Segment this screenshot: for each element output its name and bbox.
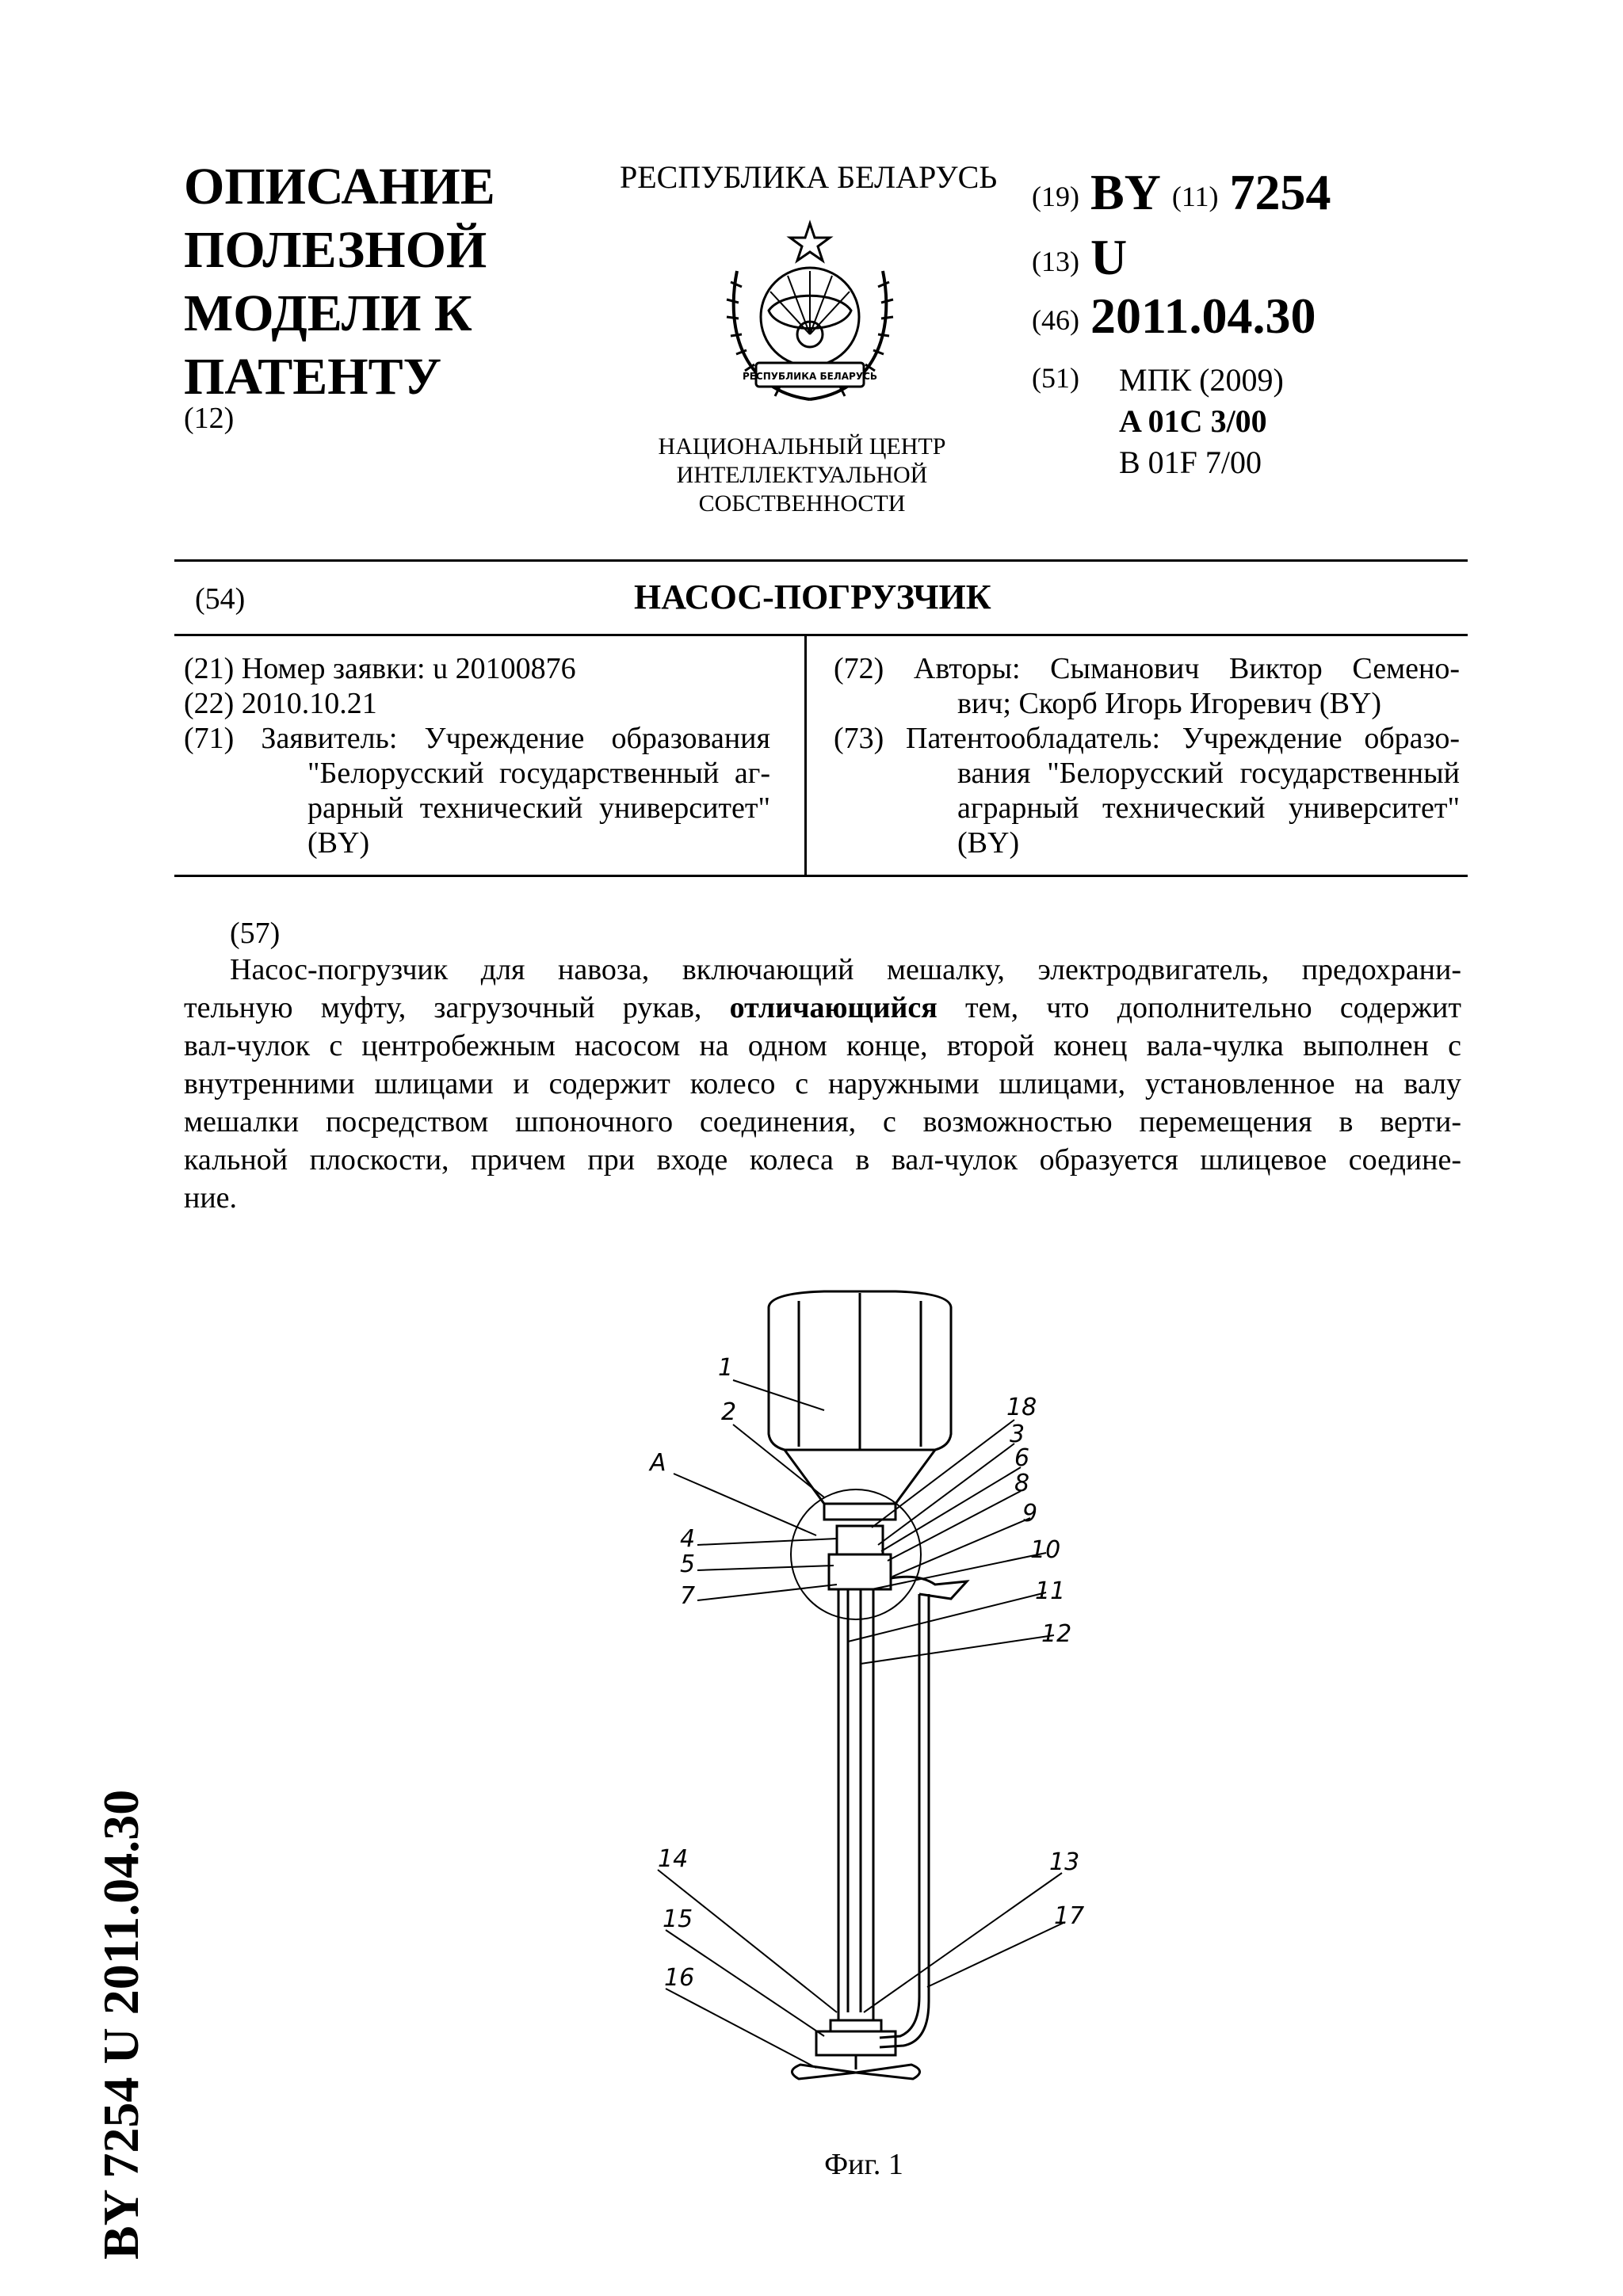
abstract-line-6: кальной плоскости, причем при входе колеса в вал-чулок образуется шлицевое соедине- bbox=[184, 1143, 1461, 1177]
callout-16: 16 bbox=[664, 1964, 695, 1992]
ipc-label: МПК (2009) bbox=[1119, 362, 1284, 398]
authors-line-1: (72) Авторы: Сыманович Виктор Семено- bbox=[834, 652, 1460, 685]
office-line-1: НАЦИОНАЛЬНЫЙ ЦЕНТР bbox=[658, 433, 946, 460]
technical-drawing bbox=[586, 1283, 1141, 2115]
callout-8: 8 bbox=[1014, 1470, 1030, 1497]
callout-5: 5 bbox=[680, 1550, 696, 1578]
callout-12: 12 bbox=[1041, 1620, 1072, 1648]
ipc-main: A 01C 3/00 bbox=[1119, 403, 1267, 439]
code-13: (13) bbox=[1032, 246, 1079, 277]
abstract-line-2: тельную муфту, загрузочный рукав, отличающийся тем, что дополнительно содержит bbox=[184, 991, 1461, 1024]
callout-17: 17 bbox=[1054, 1902, 1085, 1930]
code-57: (57) bbox=[230, 917, 281, 950]
holder-line-2: вания "Белорусский государственный bbox=[957, 757, 1460, 790]
title-line-3: МОДЕЛИ К bbox=[184, 284, 472, 342]
office-line-3: СОБСТВЕННОСТИ bbox=[698, 490, 906, 517]
publication-date-row bbox=[1032, 287, 1316, 345]
invention-title: НАСОС-ПОГРУЗЧИК bbox=[634, 578, 991, 616]
application-date: (22) 2010.10.21 bbox=[184, 687, 377, 720]
country-and-number bbox=[1032, 163, 1331, 222]
callout-2: 2 bbox=[721, 1398, 737, 1426]
figure-caption: Фиг. 1 bbox=[824, 2148, 903, 2181]
state-emblem bbox=[715, 215, 905, 415]
kind-row bbox=[1032, 228, 1127, 287]
applicant-line-1: (71) Заявитель: Учреждение образования bbox=[184, 722, 770, 755]
column-divider bbox=[804, 635, 807, 875]
side-document-code: BY 7254 U 2011.04.30 bbox=[93, 1789, 149, 2260]
callout-6: 6 bbox=[1014, 1444, 1030, 1472]
code-46: (46) bbox=[1032, 304, 1079, 336]
abstract-line-4: внутренними шлицами и содержит колесо с наружными шлицами, установленное на валу bbox=[184, 1067, 1461, 1100]
holder-line-1: (73) Патентообладатель: Учреждение образо- bbox=[834, 722, 1460, 755]
callout-1: 1 bbox=[718, 1354, 734, 1382]
impeller-blade-right bbox=[856, 2065, 920, 2079]
callout-9: 9 bbox=[1022, 1500, 1038, 1527]
pump-loader-drawing bbox=[586, 1283, 1141, 2115]
callout-a: A bbox=[650, 1449, 666, 1477]
impeller-blade-left bbox=[792, 2065, 856, 2079]
title-line-2: ПОЛЕЗНОЙ bbox=[184, 221, 487, 279]
divider-bottom bbox=[174, 875, 1468, 877]
code-51: (51) bbox=[1032, 362, 1079, 394]
abstract-line-3: вал-чулок с центробежным насосом на одном конце, второй конец вала-чулка выполнен с bbox=[184, 1029, 1461, 1062]
callout-4: 4 bbox=[680, 1525, 696, 1553]
patent-number: 7254 bbox=[1229, 164, 1331, 220]
authors-line-2: вич; Скорб Игорь Игоревич (BY) bbox=[957, 687, 1382, 720]
callout-13: 13 bbox=[1049, 1848, 1080, 1876]
office-line-2: ИНТЕЛЛЕКТУАЛЬНОЙ bbox=[676, 462, 928, 488]
callout-14: 14 bbox=[658, 1845, 689, 1873]
applicant-line-2: "Белорусский государственный аг- bbox=[307, 757, 770, 790]
callout-7: 7 bbox=[680, 1582, 696, 1610]
country-code: BY bbox=[1090, 164, 1161, 220]
holder-line-4: (BY) bbox=[957, 826, 1020, 860]
kind-code: U bbox=[1090, 229, 1128, 285]
title-line-1: ОПИСАНИЕ bbox=[184, 158, 495, 215]
emblem-ribbon-text: РЕСПУБЛИКА БЕЛАРУСЬ bbox=[742, 371, 878, 382]
document-type-title bbox=[184, 155, 495, 409]
biblio-right-column bbox=[834, 651, 1460, 860]
abstract-line-5: мешалки посредством шпоночного соединения, с возможностью перемещения в верти- bbox=[184, 1105, 1461, 1138]
applicant-line-3: рарный технический университет" bbox=[307, 791, 770, 825]
republic-name: РЕСПУБЛИКА БЕЛАРУСЬ bbox=[620, 159, 998, 195]
divider-middle bbox=[174, 634, 1468, 636]
abstract-text bbox=[184, 951, 1461, 1217]
applicant-line-4: (BY) bbox=[307, 826, 370, 860]
ipc-second: B 01F 7/00 bbox=[1119, 444, 1262, 480]
code-19: (19) bbox=[1032, 181, 1079, 212]
callout-18: 18 bbox=[1006, 1394, 1037, 1421]
patent-office-name bbox=[620, 433, 984, 518]
title-line-4: ПАТЕНТУ bbox=[184, 348, 442, 406]
abstract-line-7: ние. bbox=[184, 1181, 238, 1215]
callout-11: 11 bbox=[1035, 1577, 1066, 1605]
code-11: (11) bbox=[1171, 181, 1219, 212]
callout-15: 15 bbox=[663, 1905, 693, 1933]
emblem-icon bbox=[715, 215, 905, 415]
divider-top bbox=[174, 559, 1468, 562]
publication-date: 2011.04.30 bbox=[1090, 288, 1316, 344]
abstract-line-1: Насос-погрузчик для навоза, включающий мешалку, электродвигатель, предохрани- bbox=[230, 953, 1461, 986]
application-number: (21) Номер заявки: u 20100876 bbox=[184, 652, 576, 685]
code-54: (54) bbox=[195, 582, 246, 616]
callout-3: 3 bbox=[1010, 1421, 1025, 1448]
centrifugal-pump bbox=[816, 2031, 896, 2055]
code-12: (12) bbox=[184, 402, 235, 435]
callout-10: 10 bbox=[1030, 1536, 1061, 1564]
holder-line-3: аграрный технический университет" bbox=[957, 791, 1460, 825]
abstract-emphasis: отличающийся bbox=[729, 991, 938, 1024]
biblio-left-column bbox=[184, 651, 770, 860]
